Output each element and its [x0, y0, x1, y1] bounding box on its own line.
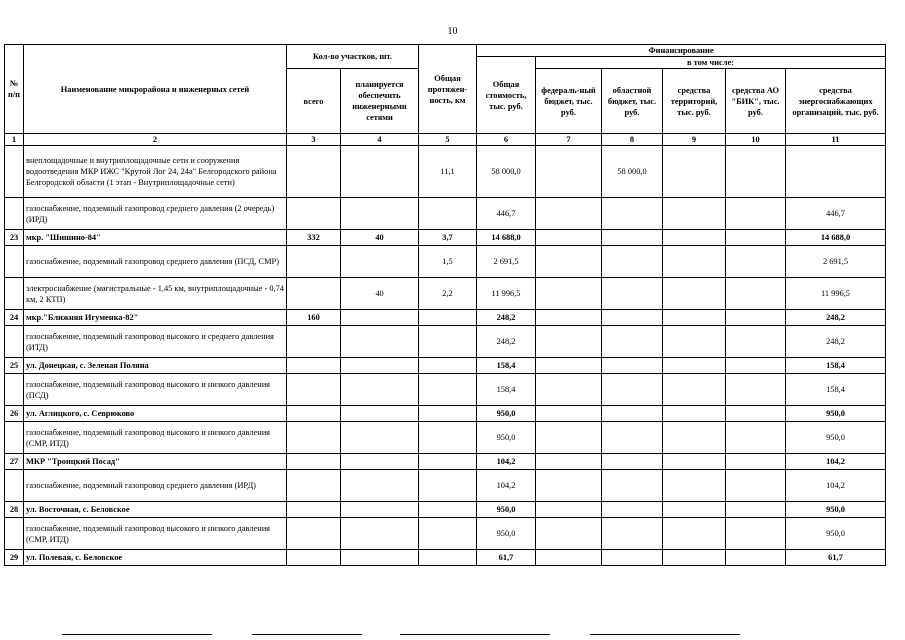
row-territories: [663, 422, 726, 454]
row-length: [419, 518, 477, 550]
row-length: [419, 358, 477, 374]
header-length: Общая протяжен-ность, км: [419, 45, 477, 134]
row-bik: [726, 230, 786, 246]
row-bik: [726, 422, 786, 454]
row-federal: [536, 454, 602, 470]
row-num: [5, 470, 24, 502]
col-number: 10: [726, 134, 786, 146]
row-energy: 11 996,5: [786, 278, 886, 310]
table-row: [5, 230, 886, 246]
row-regional: [602, 246, 663, 278]
row-cost: 104,2: [477, 454, 536, 470]
row-num: [5, 198, 24, 230]
table-row: [5, 550, 886, 566]
row-bik: [726, 470, 786, 502]
row-name: газоснабжение, подземный газопровод высокого и низкого давления (СМР, ИТД): [24, 422, 287, 454]
row-cost: 950,0: [477, 422, 536, 454]
row-bik: [726, 454, 786, 470]
row-num: [5, 374, 24, 406]
row-num: [5, 246, 24, 278]
row-federal: [536, 518, 602, 550]
row-length: 1,5: [419, 246, 477, 278]
row-federal: [536, 550, 602, 566]
page-number: 10: [447, 26, 458, 37]
row-name: ул. Аглицкого, с. Севрюково: [24, 406, 287, 422]
row-energy: 446,7: [786, 198, 886, 230]
row-bik: [726, 406, 786, 422]
footer-rule: [252, 634, 362, 635]
header-regional: областной бюджет, тыс. руб.: [602, 69, 663, 134]
row-plots-total: [287, 550, 341, 566]
table-body: [5, 146, 886, 566]
row-regional: [602, 518, 663, 550]
row-energy: 248,2: [786, 310, 886, 326]
row-regional: [602, 326, 663, 358]
row-num: [5, 278, 24, 310]
row-plots-total: [287, 146, 341, 198]
row-num: [5, 422, 24, 454]
header-name: Наименование микрорайона и инженерных сетей: [24, 45, 287, 134]
row-length: [419, 406, 477, 422]
row-territories: [663, 310, 726, 326]
row-plots-planned: 40: [341, 230, 419, 246]
col-number: 3: [287, 134, 341, 146]
table-row: [5, 470, 886, 502]
row-energy: 158,4: [786, 374, 886, 406]
row-regional: [602, 358, 663, 374]
col-number: 6: [477, 134, 536, 146]
header-federal: федераль-ный бюджет, тыс. руб.: [536, 69, 602, 134]
row-plots-total: [287, 422, 341, 454]
footer-rule: [590, 634, 740, 635]
header-territories: средства территорий, тыс. руб.: [663, 69, 726, 134]
row-regional: [602, 310, 663, 326]
row-cost: 14 688,0: [477, 230, 536, 246]
row-territories: [663, 146, 726, 198]
row-name: газоснабжение, подземный газопровод высокого и низкого давления (СМР, ИТД): [24, 518, 287, 550]
row-regional: [602, 454, 663, 470]
row-territories: [663, 454, 726, 470]
row-length: 11,1: [419, 146, 477, 198]
row-federal: [536, 422, 602, 454]
row-num: 25: [5, 358, 24, 374]
row-cost: 950,0: [477, 406, 536, 422]
row-energy: [786, 146, 886, 198]
row-federal: [536, 146, 602, 198]
row-plots-planned: [341, 198, 419, 230]
row-cost: 11 996,5: [477, 278, 536, 310]
row-num: 23: [5, 230, 24, 246]
row-federal: [536, 246, 602, 278]
row-length: [419, 470, 477, 502]
row-length: [419, 550, 477, 566]
column-number-row: [5, 134, 886, 146]
header-plots: Кол-во участков, шт.: [287, 45, 419, 69]
row-bik: [726, 278, 786, 310]
col-number: 7: [536, 134, 602, 146]
row-federal: [536, 310, 602, 326]
row-cost: 158,4: [477, 358, 536, 374]
row-num: 24: [5, 310, 24, 326]
row-territories: [663, 358, 726, 374]
row-name: электроснабжение (магистральные - 1,45 км, внутриплощадочные - 0,74 км, 2 КТП): [24, 278, 287, 310]
row-bik: [726, 358, 786, 374]
header-cost: Общая стоимость, тыс. руб.: [477, 57, 536, 134]
row-territories: [663, 406, 726, 422]
row-length: 2,2: [419, 278, 477, 310]
row-name: газоснабжение, подземный газопровод высокого и среднего давления (ИТД): [24, 326, 287, 358]
row-federal: [536, 230, 602, 246]
row-plots-planned: [341, 470, 419, 502]
row-regional: 58 000,0: [602, 146, 663, 198]
row-regional: [602, 278, 663, 310]
row-bik: [726, 246, 786, 278]
header-energy: средства энергоснабжающих организаций, тыс. руб.: [786, 69, 886, 134]
row-length: [419, 422, 477, 454]
row-cost: 950,0: [477, 518, 536, 550]
row-length: [419, 454, 477, 470]
row-federal: [536, 198, 602, 230]
col-number: 9: [663, 134, 726, 146]
row-territories: [663, 326, 726, 358]
row-territories: [663, 550, 726, 566]
col-number: 11: [786, 134, 886, 146]
col-number: 2: [24, 134, 287, 146]
row-plots-total: 160: [287, 310, 341, 326]
row-plots-total: [287, 406, 341, 422]
row-regional: [602, 406, 663, 422]
row-energy: 104,2: [786, 454, 886, 470]
row-bik: [726, 310, 786, 326]
row-plots-planned: [341, 422, 419, 454]
row-territories: [663, 502, 726, 518]
row-energy: 950,0: [786, 406, 886, 422]
row-regional: [602, 374, 663, 406]
row-regional: [602, 502, 663, 518]
row-num: [5, 326, 24, 358]
row-bik: [726, 198, 786, 230]
row-plots-total: [287, 358, 341, 374]
row-regional: [602, 470, 663, 502]
row-length: [419, 374, 477, 406]
row-cost: 158,4: [477, 374, 536, 406]
row-plots-planned: [341, 358, 419, 374]
row-plots-planned: [341, 502, 419, 518]
row-length: 3,7: [419, 230, 477, 246]
footer-rule: [400, 634, 550, 635]
financing-table: [4, 44, 886, 566]
row-cost: 446,7: [477, 198, 536, 230]
row-regional: [602, 230, 663, 246]
row-plots-planned: [341, 406, 419, 422]
row-cost: 2 691,5: [477, 246, 536, 278]
row-federal: [536, 406, 602, 422]
row-num: 29: [5, 550, 24, 566]
row-name: внеплощадочные и внутриплощадочные сети и сооружения водоотведения МКР ИЖС "Крутой Лог 24, 24а" Белгородского района Белгородской области (1 этап - Внутриплощадочные сети): [24, 146, 287, 198]
row-energy: 248,2: [786, 326, 886, 358]
row-energy: 14 688,0: [786, 230, 886, 246]
row-cost: 950,0: [477, 502, 536, 518]
row-cost: 104,2: [477, 470, 536, 502]
header-num: № п/п: [5, 45, 24, 134]
row-plots-total: 332: [287, 230, 341, 246]
row-plots-total: [287, 326, 341, 358]
row-plots-total: [287, 470, 341, 502]
row-num: 27: [5, 454, 24, 470]
row-name: газоснабжение, подземный газопровод среднего давления (2 очередь) (ИРД): [24, 198, 287, 230]
row-plots-total: [287, 198, 341, 230]
row-bik: [726, 146, 786, 198]
table-row: [5, 454, 886, 470]
row-cost: 61,7: [477, 550, 536, 566]
table-row: [5, 278, 886, 310]
header-plots-total: всего: [287, 69, 341, 134]
row-name: мкр."Ближняя Игуменка-82": [24, 310, 287, 326]
row-federal: [536, 278, 602, 310]
row-energy: 61,7: [786, 550, 886, 566]
row-territories: [663, 470, 726, 502]
row-length: [419, 310, 477, 326]
row-plots-total: [287, 454, 341, 470]
row-name: ул. Восточная, с. Беловское: [24, 502, 287, 518]
row-bik: [726, 518, 786, 550]
row-plots-planned: [341, 146, 419, 198]
header-financing: Финансирование: [477, 45, 886, 57]
col-number: 5: [419, 134, 477, 146]
row-num: [5, 518, 24, 550]
row-territories: [663, 374, 726, 406]
row-energy: 950,0: [786, 502, 886, 518]
row-energy: 104,2: [786, 470, 886, 502]
row-name: газоснабжение, подземный газопровод среднего давления (ПСД, СМР): [24, 246, 287, 278]
table-row: [5, 406, 886, 422]
row-bik: [726, 550, 786, 566]
row-plots-total: [287, 278, 341, 310]
table-row: [5, 326, 886, 358]
row-plots-total: [287, 518, 341, 550]
col-number: 8: [602, 134, 663, 146]
table-row: [5, 374, 886, 406]
row-territories: [663, 246, 726, 278]
row-federal: [536, 358, 602, 374]
table-row: [5, 518, 886, 550]
row-cost: 248,2: [477, 326, 536, 358]
row-name: ул. Полевая, с. Беловское: [24, 550, 287, 566]
row-name: мкр. "Шишино-84": [24, 230, 287, 246]
row-bik: [726, 502, 786, 518]
table-row: [5, 246, 886, 278]
row-name: газоснабжение, подземный газопровод среднего давления (ИРД): [24, 470, 287, 502]
table-row: [5, 310, 886, 326]
row-energy: 950,0: [786, 422, 886, 454]
row-plots-planned: [341, 326, 419, 358]
row-bik: [726, 326, 786, 358]
table-row: [5, 198, 886, 230]
row-plots-planned: [341, 518, 419, 550]
row-cost: 248,2: [477, 310, 536, 326]
row-length: [419, 198, 477, 230]
row-num: 28: [5, 502, 24, 518]
row-energy: 2 691,5: [786, 246, 886, 278]
row-name: газоснабжение, подземный газопровод высокого и низкого давления (ПСД): [24, 374, 287, 406]
row-territories: [663, 518, 726, 550]
row-num: 26: [5, 406, 24, 422]
row-federal: [536, 502, 602, 518]
row-federal: [536, 326, 602, 358]
row-bik: [726, 374, 786, 406]
row-length: [419, 502, 477, 518]
row-federal: [536, 470, 602, 502]
row-cost: 58 000,0: [477, 146, 536, 198]
row-length: [419, 326, 477, 358]
table-row: [5, 422, 886, 454]
row-name: ул. Донецкая, с. Зеленая Поляна: [24, 358, 287, 374]
footer-rule: [62, 634, 212, 635]
header-including: в том числе:: [536, 57, 886, 69]
row-regional: [602, 198, 663, 230]
row-territories: [663, 278, 726, 310]
row-territories: [663, 198, 726, 230]
row-regional: [602, 422, 663, 454]
table-row: [5, 358, 886, 374]
col-number: 1: [5, 134, 24, 146]
row-energy: 950,0: [786, 518, 886, 550]
header-plots-planned: планируется обеспечить инженерными сетями: [341, 69, 419, 134]
row-plots-planned: [341, 246, 419, 278]
col-number: 4: [341, 134, 419, 146]
row-plots-planned: 40: [341, 278, 419, 310]
row-regional: [602, 550, 663, 566]
table-row: [5, 146, 886, 198]
row-plots-total: [287, 502, 341, 518]
row-territories: [663, 230, 726, 246]
header-bik: средства АО "БИК", тыс. руб.: [726, 69, 786, 134]
row-plots-planned: [341, 310, 419, 326]
row-plots-planned: [341, 454, 419, 470]
row-federal: [536, 374, 602, 406]
row-num: [5, 146, 24, 198]
row-plots-planned: [341, 374, 419, 406]
row-plots-total: [287, 374, 341, 406]
row-plots-total: [287, 246, 341, 278]
row-plots-planned: [341, 550, 419, 566]
row-energy: 158,4: [786, 358, 886, 374]
table-row: [5, 502, 886, 518]
row-name: МКР "Троицкий Посад": [24, 454, 287, 470]
